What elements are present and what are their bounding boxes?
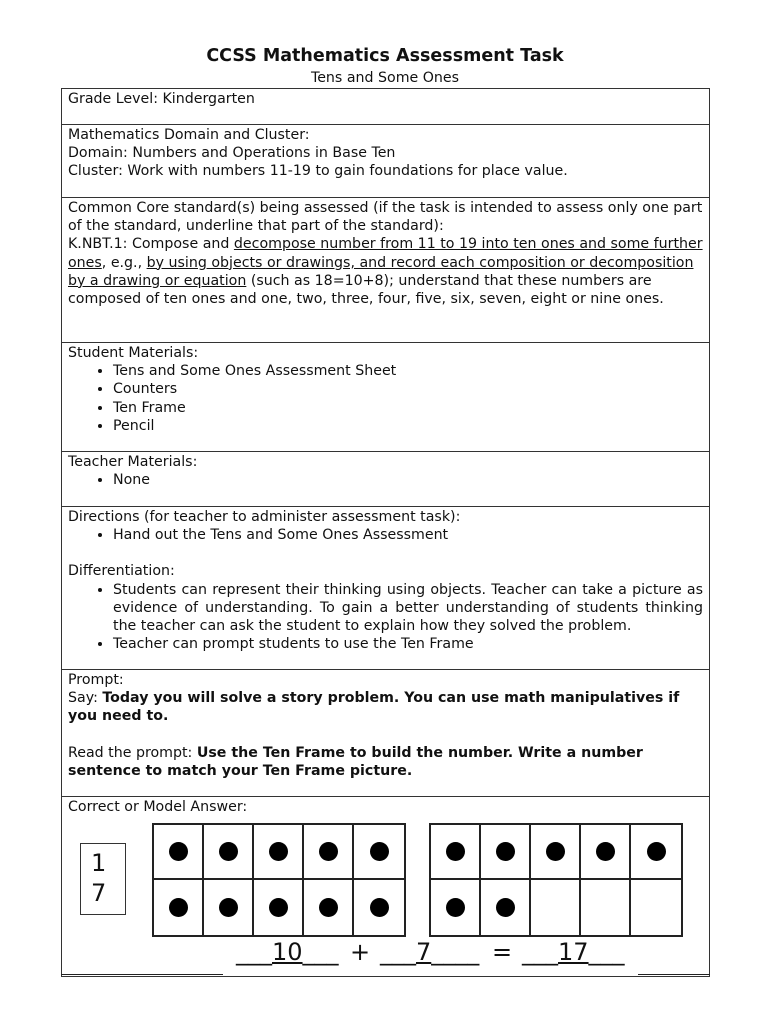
ten-frame-cell <box>304 880 354 935</box>
ten-frame-cell <box>631 880 681 935</box>
ten-frame-cell <box>354 825 404 880</box>
list-item: • Teacher can prompt students to use the Ten Frame <box>113 635 703 653</box>
ten-frame-cell <box>531 825 581 880</box>
answer-line <box>61 974 223 975</box>
ten-frame-cell <box>354 880 404 935</box>
answer-line <box>638 974 710 975</box>
counter-dot <box>319 842 338 861</box>
ten-frame-cell <box>531 880 581 935</box>
ten-frame-cell <box>154 825 204 880</box>
prompt-heading: Prompt: <box>68 672 124 688</box>
answer-heading: Correct or Model Answer: <box>68 799 248 815</box>
prompt-read <box>68 744 703 780</box>
ten-frame-cell <box>204 825 254 880</box>
directions-list <box>68 526 703 544</box>
teacher-materials-list <box>68 471 703 489</box>
ten-frame-cell <box>204 880 254 935</box>
ten-frame-1 <box>152 823 406 937</box>
number-box <box>80 843 126 915</box>
ten-frame-cell <box>431 880 481 935</box>
standard-underlined: decompose number from 11 to 19 into ten ones and some further ones <box>68 236 703 271</box>
prompt-section <box>61 669 710 797</box>
differentiation-list <box>68 581 703 654</box>
list-item: • Counters <box>113 380 703 398</box>
list-item: • Ten Frame <box>113 399 703 417</box>
student-materials-heading: Student Materials: <box>68 345 199 361</box>
equation-blank-a: ___10___ <box>236 938 339 966</box>
page-title: CCSS Mathematics Assessment Task <box>206 46 564 66</box>
ten-frame-cell <box>431 825 481 880</box>
directions-section <box>61 506 710 670</box>
equation-value-a: 10 <box>272 938 303 966</box>
list-item: • None <box>113 471 703 489</box>
ten-frame-cell <box>581 825 631 880</box>
grade-level: Grade Level: Kindergarten <box>68 91 255 107</box>
counter-dot <box>546 842 565 861</box>
student-materials-list <box>68 362 703 435</box>
standard-section <box>61 197 710 343</box>
counter-dot <box>446 898 465 917</box>
list-item: • Tens and Some Ones Assessment Sheet <box>113 362 703 380</box>
domain-heading: Mathematics Domain and Cluster: <box>68 127 310 143</box>
differentiation-heading: Differentiation: <box>68 563 175 580</box>
equation-blank-b: ___7____ <box>380 938 480 966</box>
counter-dot <box>496 842 515 861</box>
standard-underlined: by using objects or drawings, and record each composition or decomposition by a drawing or equation <box>68 254 694 289</box>
prompt-say <box>68 689 703 725</box>
ten-frame-cell <box>581 880 631 935</box>
table-bottom-border <box>61 976 710 977</box>
counter-dot <box>169 842 188 861</box>
ten-frame-cell <box>631 825 681 880</box>
standard-part: , e.g., <box>101 254 147 271</box>
equation-equals: = <box>492 938 513 966</box>
list-item: • Hand out the Tens and Some Ones Assessment <box>113 526 703 544</box>
ten-frame-cell <box>254 880 304 935</box>
equation-value-c: 17 <box>558 938 589 966</box>
say-text: Today you will solve a story problem. You can use math manipulatives if you need to. <box>68 690 680 725</box>
ten-frame-cell <box>254 825 304 880</box>
teacher-materials-section <box>61 451 710 507</box>
directions-heading: Directions (for teacher to administer assessment task): <box>68 509 461 525</box>
domain-text: Domain: Numbers and Operations in Base Ten <box>68 145 396 162</box>
counter-dot <box>169 898 188 917</box>
equation-value-b: 7 <box>416 938 432 966</box>
student-materials-section <box>61 342 710 452</box>
standard-part: K.NBT.1: Compose and <box>68 236 234 253</box>
equation-plus: + <box>350 938 371 966</box>
number-digit: 7 <box>91 879 107 907</box>
domain-section <box>61 124 710 198</box>
ten-frame-cell <box>481 825 531 880</box>
equation-blank-c: ___17___ <box>522 938 625 966</box>
standard-part: (such as 18=10+8); understand that these numbers are composed of ten ones and one, two, three, four, five, six, seven, eight or nine ones. <box>68 272 664 308</box>
counter-dot <box>370 842 389 861</box>
list-item: • Pencil <box>113 417 703 435</box>
standard-text <box>68 235 703 308</box>
counter-dot <box>269 842 288 861</box>
counter-dot <box>370 898 389 917</box>
ten-frame-cell <box>304 825 354 880</box>
teacher-materials-heading: Teacher Materials: <box>68 454 198 470</box>
ten-frame-2 <box>429 823 683 937</box>
counter-dot <box>219 898 238 917</box>
ten-frame-cell <box>154 880 204 935</box>
counter-dot <box>319 898 338 917</box>
cluster-text: Cluster: Work with numbers 11-19 to gain foundations for place value. <box>68 163 568 180</box>
counter-dot <box>219 842 238 861</box>
counter-dot <box>496 898 515 917</box>
standard-intro: Common Core standard(s) being assessed (if the task is intended to assess only one part of the standard, underline that part of the standard): <box>68 200 703 235</box>
page-subtitle: Tens and Some Ones <box>310 70 460 86</box>
read-label: Read the prompt: <box>68 744 197 761</box>
counter-dot <box>647 842 666 861</box>
say-label: Say: <box>68 690 103 707</box>
ten-frame-cell <box>481 880 531 935</box>
counter-dot <box>596 842 615 861</box>
counter-dot <box>446 842 465 861</box>
list-item: • Students can represent their thinking using objects. Teacher can take a picture as evidence of understanding. To gain a better understanding of students thinking the teacher can ask the student to explain how they solved the problem. <box>113 581 703 636</box>
number-digit: 1 <box>91 849 107 877</box>
read-text: Use the Ten Frame to build the number. Write a number sentence to match your Ten Frame picture. <box>68 744 643 779</box>
grade-section <box>61 88 710 125</box>
counter-dot <box>269 898 288 917</box>
